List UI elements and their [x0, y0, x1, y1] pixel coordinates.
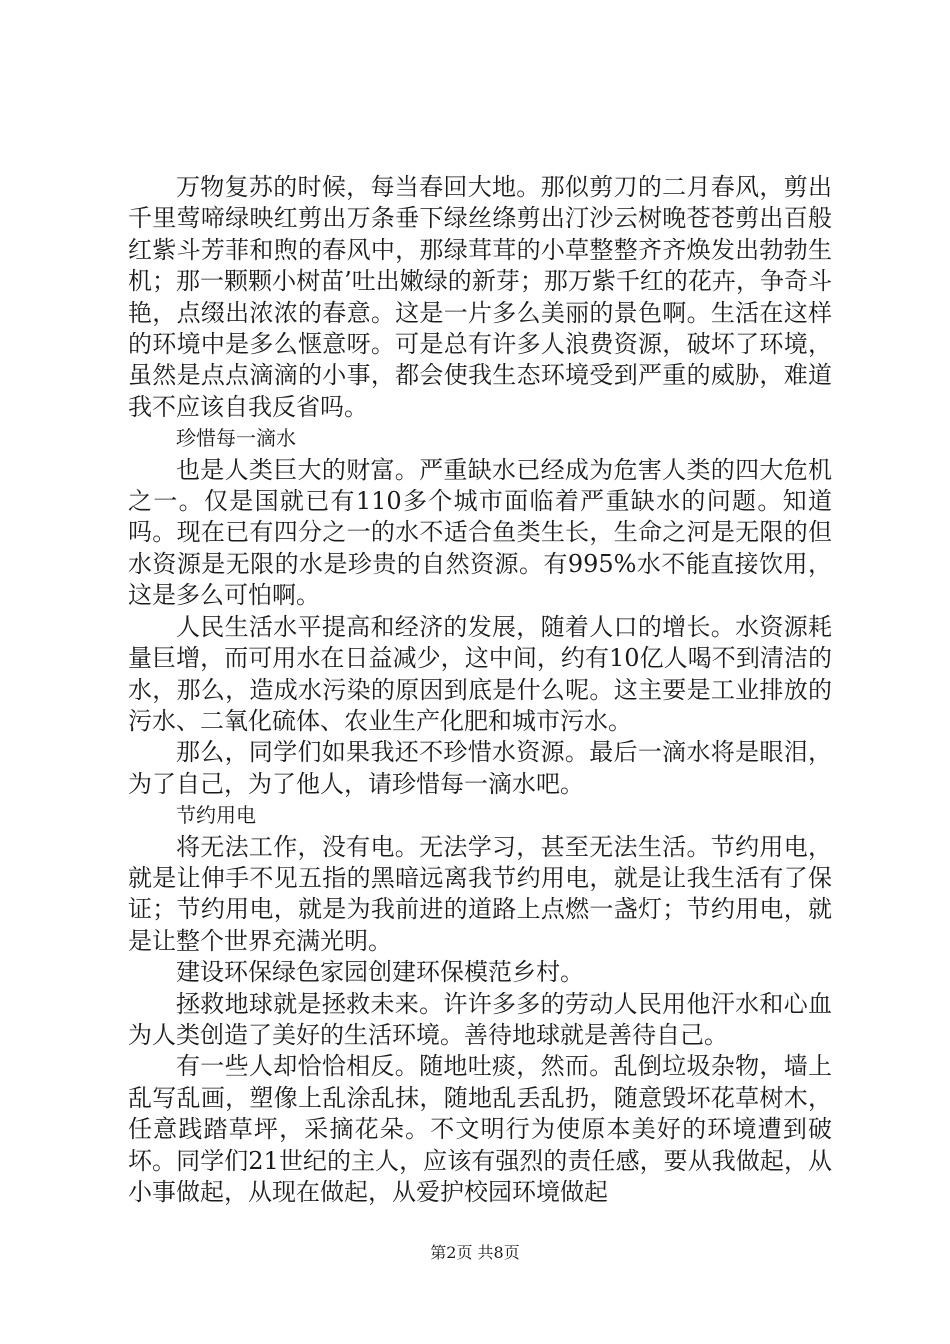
paragraph-green-home: 建设环保绿色家园创建环保模范乡村。 — [176, 958, 584, 987]
page-number-footer: 第2页 共8页 — [430, 1243, 520, 1262]
paragraph-electricity: 将无法工作，没有电。无法学习，甚至无法生活。节约用电，就是让伸手不见五指的黑暗远离我节约用电，就是让我生活有了保证；节约用电，就是为我前进的道路上点燃一盏灯；节约用电，就是让整个世界充满光明。 — [128, 832, 832, 955]
paragraph-spring: 万物复苏的时候，每当春回大地。那似剪刀的二月春风，剪出千里莺啼绿映红剪出万条垂下绿丝绦剪出汀沙云树晚苍苍剪出百般红紫斗芳菲和煦的春风中，那绿茸茸的小草整整齐齐焕发出勃勃生机；那一颗颗小树苗’吐出嫩绿的新芽；那万紫千红的花卉，争奇斗艳，点缀出浓浓的春意。这是一片多么美丽的景色啊。生活在这样的环境中是多么惬意呀。可是总有许多人浪费资源，破坏了环境，虽然是点点滴滴的小事，都会使我生态环境受到严重的威胁，难道我不应该自我反省吗。 — [128, 173, 832, 421]
paragraph-water-pollution: 人民生活水平提高和经济的发展，随着人口的增长。水资源耗量巨增，而可用水在日益减少，这中间，约有10亿人喝不到清洁的水，那么，造成水污染的原因到底是什么呢。这主要是工业排放的污水、二氧化硫体、农业生产化肥和城市污水。 — [128, 612, 832, 735]
paragraph-water-crisis: 也是人类巨大的财富。严重缺水已经成为危害人类的四大危机之一。仅是国就已有110多个城市面临着严重缺水的问题。知道吗。现在已有四分之一的水不适合鱼类生长，生命之河是无限的但水资源是无限的水是珍贵的自然资源。有995%水不能直接饮用，这是多么可怕啊。 — [128, 455, 832, 610]
paragraph-save-earth: 拯救地球就是拯救未来。许许多多的劳动人民用他汗水和心血为人类创造了美好的生活环境。善待地球就是善待自己。 — [128, 989, 832, 1049]
document-body — [128, 172, 832, 1208]
paragraph-uncivilized-behavior: 有一些人却恰恰相反。随地吐痰，然而。乱倒垃圾杂物，墙上乱写乱画，塑像上乱涂乱抹，随地乱丢乱扔，随意毁坏花草树木，任意践踏草坪，采摘花朵。不文明行为使原本美好的环境遭到破坏。同学们21世纪的主人，应该有强烈的责任感，要从我做起，从小事做起，从现在做起，从爱护校园环境做起 — [128, 1052, 832, 1206]
heading-save-water: 珍惜每一滴水 — [176, 426, 296, 451]
paragraph-last-drop: 那么，同学们如果我还不珍惜水资源。最后一滴水将是眼泪，为了自己，为了他人，请珍惜每一滴水吧。 — [128, 738, 832, 798]
heading-save-electricity: 节约用电 — [176, 803, 256, 828]
